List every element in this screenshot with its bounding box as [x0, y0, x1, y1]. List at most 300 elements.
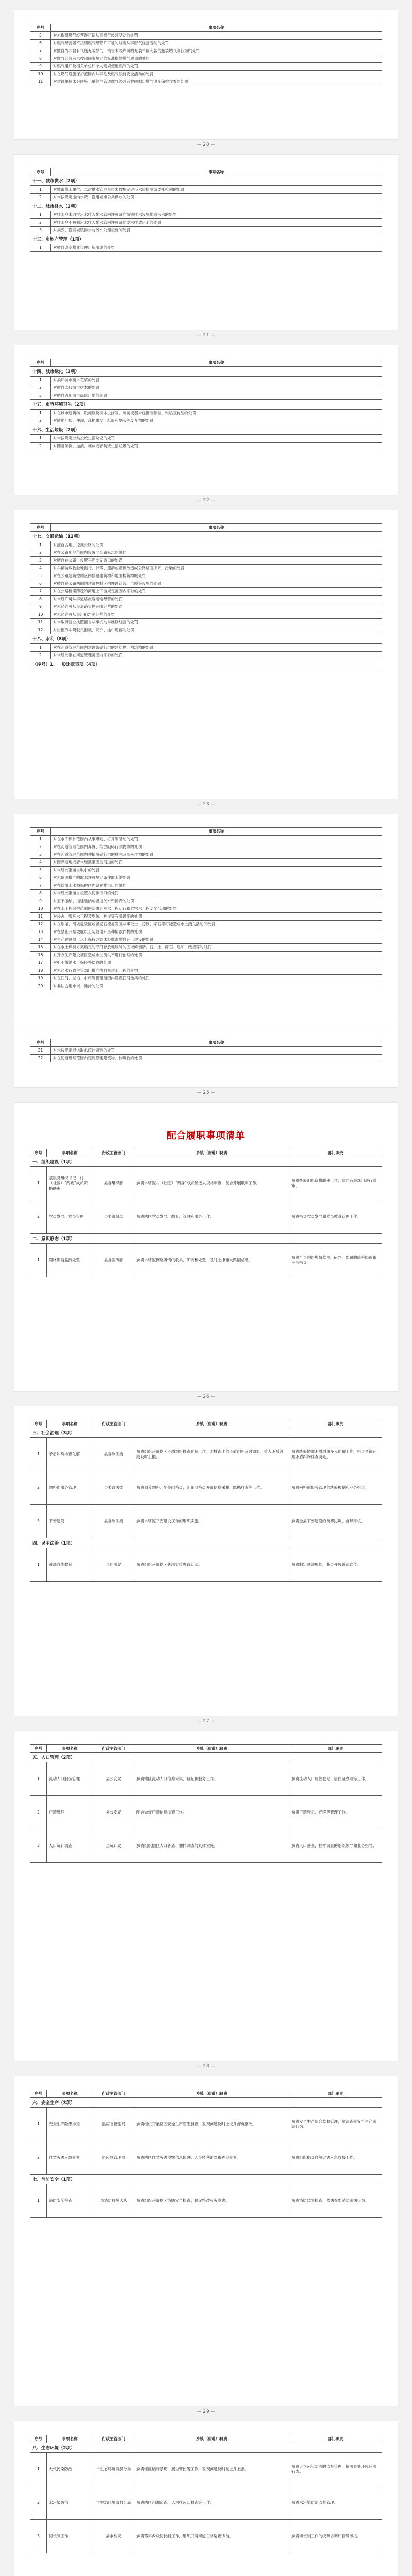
row-item: 大气污染防治: [47, 2453, 93, 2486]
row-index: 2: [30, 1200, 47, 1234]
list-table: [30, 523, 382, 669]
row-index: 1: [30, 410, 51, 417]
list-table: [30, 359, 382, 450]
row-index: 2: [30, 194, 51, 201]
row-dept: 市生态环境局县分局: [93, 2453, 134, 2486]
row-index: 3: [30, 851, 51, 859]
document-page: [14, 510, 398, 799]
table-row: [30, 1200, 382, 1234]
page-number: — 29 —: [197, 2409, 215, 2414]
row-index: 12: [30, 921, 51, 928]
header-dept-duty: 部门职责: [289, 1745, 382, 1753]
page-content: [14, 10, 398, 86]
table-row: [30, 377, 382, 384]
row-index: 14: [30, 936, 51, 944]
row-item: 水污染防治: [47, 2486, 93, 2520]
row-index: 3: [30, 557, 51, 565]
row-index: 2: [30, 2486, 47, 2520]
section-row: [30, 1234, 382, 1244]
header-index: 序号: [30, 1149, 47, 1157]
row-dept: 县消防救援大队: [93, 2184, 134, 2218]
row-index: 16: [30, 952, 51, 959]
table-header-row: [30, 1149, 382, 1157]
row-item: 对在水工程保护范围内从事影响水工程运行和危害水工程安全活动的处罚: [51, 905, 382, 913]
section-title: 十四、城市绿化（3项）: [30, 367, 382, 377]
page-content: [14, 814, 398, 990]
table-row: [30, 644, 382, 652]
section-title: 四、民主法治（1项）: [30, 1538, 382, 1548]
row-dept: 县委政法委: [93, 1438, 134, 1471]
table-header-row: [30, 168, 382, 176]
row-dept-duty: 负责指导党员发展和党员教育管理工作。: [289, 1200, 382, 1234]
header-index: 序号: [30, 2435, 47, 2443]
header-item: 事项名称: [47, 2435, 93, 2443]
header-index: 序号: [30, 524, 51, 532]
row-town-duty: 负责组织辖区人口普查、抽样调查的具体实施。: [134, 1829, 289, 1863]
row-dept: 县公安局: [93, 1762, 134, 1796]
table-row: [30, 2486, 382, 2520]
page-number: — 27 —: [197, 1719, 215, 1724]
table-row: [30, 443, 382, 450]
row-dept-duty: 负责统筹组织资格联审工作，会同有关部门进行联审。: [289, 1167, 382, 1200]
page-number: — 21 —: [197, 333, 215, 338]
table-row: [30, 55, 382, 63]
row-item: 对擅自砍伐城市树木的处罚: [51, 384, 382, 392]
table-row: [30, 211, 382, 219]
row-dept-duty: 负责大气污染防治的监督管理，依法查处环境违法行为。: [289, 2453, 382, 2486]
table-row: [30, 78, 382, 86]
row-item: 对在公路用地范围内设置非公路标志的处罚: [51, 549, 382, 557]
row-index: 2: [30, 384, 51, 392]
table-row: [30, 967, 382, 975]
row-index: 4: [30, 565, 51, 572]
row-index: 1: [30, 211, 51, 219]
table-header-row: [30, 524, 382, 532]
row-index: 8: [30, 890, 51, 897]
row-item: 对燃气经营者不按照燃气经营许可证的规定从事燃气经营活动的处罚: [51, 40, 382, 47]
section-title: 十一、城市供水（2项）: [30, 176, 382, 186]
page-number: — 28 —: [197, 2064, 215, 2069]
row-index: 2: [30, 549, 51, 557]
row-index: 7: [30, 588, 51, 596]
row-index: 5: [30, 32, 51, 40]
table-row: [30, 186, 382, 194]
table-row: [30, 1047, 382, 1055]
row-item: 对未取得燃气经营许可证从事燃气经营活动的处罚: [51, 32, 382, 40]
page-number: — 25 —: [197, 1090, 215, 1095]
table-row: [30, 596, 382, 603]
row-item: 对随意倾倒、抛洒、堆放或者焚烧生活垃圾的处罚: [51, 443, 382, 450]
row-index: 19: [30, 975, 51, 982]
list-table: [30, 168, 382, 252]
section-title: 八、生态环境（2项）: [30, 2443, 382, 2453]
table-row: [30, 2453, 382, 2486]
row-dept-duty: 负责水污染防治监督管理。: [289, 2486, 382, 2520]
section-title: （序号）1、一般违章事项（4项）: [30, 659, 382, 669]
row-item: 对损毁、盗窃城镇排水与污水处理设施的处罚: [51, 227, 382, 234]
row-item: 对在水库保护范围内从事爆破、打井等活动的处罚: [51, 836, 382, 843]
coop-table: [30, 2435, 382, 2553]
row-dept: 县司法局: [93, 1548, 134, 1582]
section-title: 五、人口管理（2项）: [30, 1753, 382, 1762]
table-row: [30, 2141, 382, 2175]
row-item: 对城市供水单位、二次供水管理单位未按规定进行水质检测或委托检测的处罚: [51, 186, 382, 194]
page-content: [14, 2076, 398, 2218]
row-item: 安全生产隐患排查: [47, 2108, 93, 2141]
section-title: 十七、交通运输（12项）: [30, 532, 382, 541]
row-index: 10: [30, 71, 51, 78]
page-content: [14, 155, 398, 252]
page-number: — 23 —: [197, 802, 215, 807]
row-town-duty: 负责辖区党员发展、教育、管理和服务工作。: [134, 1200, 289, 1234]
header-index: 序号: [30, 1745, 47, 1753]
header-item: 事项名称: [51, 168, 382, 176]
row-item: 对拒不缴纳、拖延缴纳或者拖欠水资源费的处罚: [51, 897, 382, 905]
row-item: 对排水户未取得污水排入排水管网许可证向城镇排水设施排放污水的处罚: [51, 211, 382, 219]
section-title: 三、社会治理（3项）: [30, 1428, 382, 1438]
row-item: 对未按规定缴纳水费、盗用城市公共供水的处罚: [51, 194, 382, 201]
section-row: [30, 2443, 382, 2453]
row-item: 流动人口服务管理: [47, 1762, 93, 1796]
row-town-duty: 负责辖区河湖巡查、入河排污口排查等工作。: [134, 2486, 289, 2520]
row-item: 对擅自占用、挖掘公路的处罚: [51, 541, 382, 549]
row-index: 2: [30, 417, 51, 425]
row-index: 9: [30, 603, 51, 611]
row-town-duty: 负责组织开展辖区消防安全检查，督促整改火灾隐患。: [134, 2184, 289, 2218]
section-row: [30, 425, 382, 435]
table-row: [30, 975, 382, 982]
row-item: 对未经批准擅自取水的处罚: [51, 867, 382, 874]
row-index: 6: [30, 874, 51, 882]
table-row: [30, 63, 382, 71]
row-item: 矛盾纠纷排查化解: [47, 1438, 93, 1471]
table-row: [30, 194, 382, 201]
table-row: [30, 244, 382, 252]
table-row: [30, 227, 382, 234]
header-index: 序号: [30, 1420, 47, 1428]
page-number: — 26 —: [197, 1394, 215, 1399]
row-index: 2: [30, 652, 51, 659]
row-item: 对擅自在公路上设置平面交叉道口的处罚: [51, 557, 382, 565]
table-row: [30, 2108, 382, 2141]
row-index: 3: [30, 1505, 47, 1538]
row-dept: 市生态环境局县分局: [93, 2486, 134, 2520]
row-item: 对拒不缴纳水土保持补偿费的处罚: [51, 959, 382, 967]
row-index: 11: [30, 619, 51, 626]
coop-table: [30, 1744, 382, 1863]
section-title: 十八、水利（8项）: [30, 634, 382, 644]
table-row: [30, 71, 382, 78]
table-row: [30, 541, 382, 549]
section-row: [30, 400, 382, 410]
section-row: [30, 634, 382, 644]
row-index: 2: [30, 1471, 47, 1505]
section-title: 一、组织建设（1项）: [30, 1157, 382, 1167]
row-item: 党员发展、党员管理: [47, 1200, 93, 1234]
table-row: [30, 572, 382, 580]
row-dept-duty: 负责全县平安建设的统筹协调、督导考核。: [289, 1505, 382, 1538]
table-header-row: [30, 828, 382, 836]
table-row: [30, 47, 382, 55]
row-item: 人口统计调查: [47, 1829, 93, 1863]
table-row: [30, 897, 382, 905]
row-index: 11: [30, 913, 51, 921]
page-content: [14, 2421, 398, 2553]
document-page: [14, 814, 398, 1041]
section-row: [30, 532, 382, 541]
row-dept: 县水利局: [93, 2520, 134, 2553]
row-index: 1: [30, 377, 51, 384]
row-item: 对擅自占用城市绿化用地的处罚: [51, 392, 382, 400]
table-row: [30, 392, 382, 400]
table-header-row: [30, 2435, 382, 2443]
row-town-duty: 负责落实乡级河长制工作，组织开展河道日常巡查保洁。: [134, 2520, 289, 2553]
row-item: 对在崩塌、滑坡危险区或者泥石流易发区从事取土、挖砂、采石等可能造成水土流失活动的处罚: [51, 921, 382, 928]
row-town-duty: 负责本辖区网络舆情的收集、研判和处置，及时上报重大舆情信息。: [134, 1244, 289, 1277]
table-row: [30, 588, 382, 596]
row-item: 对未经许可从事出租汽车经营的处罚: [51, 611, 382, 619]
table-row: [30, 836, 382, 843]
header-town-duty: 乡镇（街道）职责: [134, 2090, 289, 2098]
document-page: [14, 2421, 398, 2576]
row-item: 对围湖造地或者未经批准围垦河道的处罚: [51, 859, 382, 867]
row-index: 1: [30, 541, 51, 549]
table-row: [30, 928, 382, 936]
header-item: 事项名称: [47, 1149, 93, 1157]
header-index: 序号: [30, 24, 51, 32]
row-item: 对开办生产建设项目造成水土流失不进行治理的处罚: [51, 952, 382, 959]
section-row: [30, 2098, 382, 2108]
header-index: 序号: [30, 1039, 51, 1047]
row-index: 1: [30, 1762, 47, 1796]
section-title: 十三、房地产管理（1项）: [30, 234, 382, 244]
section-row: [30, 1753, 382, 1762]
row-index: 1: [30, 2453, 47, 2486]
row-town-duty: 负责组织开展辖区矛盾纠纷排查化解工作，对排查出的矛盾纠纷及时调处，重大矛盾纠纷及时上报。: [134, 1438, 289, 1471]
row-dept-duty: 负责安全生产综合监督管理，依法查处安全生产违法行为。: [289, 2108, 382, 2141]
table-row: [30, 557, 382, 565]
header-item: 事项名称: [51, 828, 382, 836]
document-page: [14, 345, 398, 495]
page-content: [14, 1103, 398, 1277]
table-row: [30, 952, 382, 959]
row-index: 2: [30, 2141, 47, 2175]
table-row: [30, 874, 382, 882]
header-town-duty: 乡镇（街道）职责: [134, 1745, 289, 1753]
document-page: [14, 1103, 398, 1391]
row-index: 11: [30, 78, 51, 86]
row-dept: 县委组织部: [93, 1167, 134, 1200]
row-index: 1: [30, 2184, 47, 2218]
coop-table: [30, 1420, 382, 1582]
header-item: 事项名称: [51, 359, 382, 367]
row-item: 对侵占、毁坏水工程及堤防、护岸等有关设施的处罚: [51, 913, 382, 921]
row-item: 对在城市建筑物、设施以及树木上涂写、刻画或者未经批准张挂、张贴宣传品的处罚: [51, 410, 382, 417]
row-item: 对在河道管理范围内弃置、堆放阻碍行洪物体的处罚: [51, 843, 382, 851]
section-row: [30, 1157, 382, 1167]
header-item: 事项名称: [47, 2090, 93, 2098]
row-index: 1: [30, 435, 51, 443]
table-row: [30, 384, 382, 392]
header-dept: 行政主管部门: [93, 2090, 134, 2098]
section-row: [30, 1428, 382, 1438]
row-index: 1: [30, 2108, 47, 2141]
row-dept-duty: 负责网格化服务管理的统筹规划和业务指导。: [289, 1471, 382, 1505]
row-item: 对出租汽车驾驶员拒载、议价、途中甩客的处罚: [51, 626, 382, 634]
table-row: [30, 32, 382, 40]
header-town-duty: 乡镇（街道）职责: [134, 2435, 289, 2443]
header-dept-duty: 部门职责: [289, 1420, 382, 1428]
row-index: 3: [30, 1829, 47, 1863]
header-index: 序号: [30, 828, 51, 836]
table-row: [30, 851, 382, 859]
table-row: [30, 580, 382, 588]
row-index: 1: [30, 836, 51, 843]
section-title: 六、安全生产（3项）: [30, 2098, 382, 2108]
header-item: 事项名称: [47, 1745, 93, 1753]
row-index: 12: [30, 626, 51, 634]
table-row: [30, 435, 382, 443]
section-row: [30, 1538, 382, 1548]
page-content: [14, 345, 398, 450]
row-item: 对未经许可从事道路货物运输经营的处罚: [51, 603, 382, 611]
row-dept-duty: 负责统筹协调矛盾纠纷多元化解工作，指导乡镇开展矛盾纠纷排查调处。: [289, 1438, 382, 1471]
row-index: 18: [30, 967, 51, 975]
row-dept: 县应急管理局: [93, 2108, 134, 2141]
row-index: 2: [30, 1796, 47, 1829]
table-row: [30, 1244, 382, 1277]
row-index: 13: [30, 928, 51, 936]
header-town-duty: 乡镇（街道）职责: [134, 1420, 289, 1428]
row-item: 对未经许可从事道路旅客运输经营的处罚: [51, 596, 382, 603]
list-table: [30, 24, 382, 86]
row-item: 对在禁止开垦坡度以上陡坡地开垦种植农作物的处罚: [51, 928, 382, 936]
row-dept: 县委宣传部: [93, 1244, 134, 1277]
row-item: 对建设单位未会同施工单位与管道燃气经营者共同制定燃气设施保护方案的处罚: [51, 78, 382, 86]
header-dept: 行政主管部门: [93, 1420, 134, 1428]
row-dept-duty: 负责组织指导自然灾害应急救援工作。: [289, 2141, 382, 2175]
row-index: 3: [30, 227, 51, 234]
row-item: 对生产建设项目水土保持方案未经批准擅自开工建设的处罚: [51, 936, 382, 944]
table-row: [30, 859, 382, 867]
page-content: [14, 1025, 398, 1062]
row-town-duty: 负责组织开展辖区安全生产隐患排查，发现问题及时上报并督促整改。: [134, 2108, 289, 2141]
row-item: 对在河道管理范围内种植阻碍行洪的林木及高秆作物的处罚: [51, 851, 382, 859]
row-item: 对擅自为非自有气瓶充装燃气，销售未经许可的充装单位充装的瓶装燃气等行为的处罚: [51, 47, 382, 55]
table-row: [30, 1829, 382, 1863]
row-dept-duty: 负责消防监督检查，依法查处消防违法行为。: [289, 2184, 382, 2218]
header-dept: 行政主管部门: [93, 1745, 134, 1753]
row-item: 对未按规定报送取水统计资料的处罚: [51, 1047, 382, 1055]
table-row: [30, 619, 382, 626]
page-number: — 22 —: [197, 498, 215, 503]
row-index: 2: [30, 443, 51, 450]
table-header-row: [30, 1420, 382, 1428]
section-row: [30, 176, 382, 186]
row-item: 对未经水行政主管部门批准擅自修建水工程的处罚: [51, 967, 382, 975]
table-row: [30, 1796, 382, 1829]
row-town-duty: 负责辖区自然灾害预警信息传递、人员转移避险和先期处置。: [134, 2141, 289, 2175]
row-town-duty: 负责辖区流动人口信息采集、登记和服务工作。: [134, 1762, 289, 1796]
row-item: 对非法占用水域、滩涂的处罚: [51, 982, 382, 990]
table-row: [30, 921, 382, 928]
row-item: 对未经批准擅自设置入河排污口的处罚: [51, 890, 382, 897]
table-header-row: [30, 359, 382, 367]
table-row: [30, 219, 382, 227]
list-table: [30, 827, 382, 990]
header-item: 事项名称: [51, 524, 382, 532]
row-index: 17: [30, 959, 51, 967]
header-dept-duty: 部门职责: [289, 1149, 382, 1157]
page-content: [14, 1731, 398, 1863]
table-row: [30, 1548, 382, 1582]
table-row: [30, 882, 382, 890]
row-dept-duty: 负责制定普法规划，指导开展普法宣传。: [289, 1548, 382, 1582]
row-item: 对在水土保持方案确定的专门存放地以外的区域倾倒砂、石、土、矸石、尾矿、废渣等的处罚: [51, 944, 382, 952]
table-row: [30, 843, 382, 851]
section-row: [30, 201, 382, 211]
row-dept: 县应急管理局: [93, 2141, 134, 2175]
table-row: [30, 1505, 382, 1538]
page-content: [14, 1406, 398, 1582]
row-index: 1: [30, 1244, 47, 1277]
row-item: 平安建设: [47, 1505, 93, 1538]
row-index: 5: [30, 572, 51, 580]
document-page: [14, 1025, 398, 1087]
row-item: 基层党组织书记、村（社区）“两委”成员资格联审: [47, 1167, 93, 1200]
row-index: 7: [30, 47, 51, 55]
table-header-row: [30, 1039, 382, 1047]
table-row: [30, 565, 382, 572]
page-content: [14, 510, 398, 669]
header-item: 事项名称: [51, 24, 382, 32]
row-index: 8: [30, 55, 51, 63]
table-row: [30, 1167, 382, 1200]
header-dept: 行政主管部门: [93, 2435, 134, 2443]
row-index: 1: [30, 244, 51, 252]
document-page: [14, 155, 398, 330]
row-index: 2: [30, 843, 51, 851]
table-row: [30, 603, 382, 611]
row-item: 河长制工作: [47, 2520, 93, 2553]
row-dept: 县公安局: [93, 1796, 134, 1829]
row-dept-duty: 负责河长制工作的统筹协调和督导考核。: [289, 2520, 382, 2553]
table-header-row: [30, 1745, 382, 1753]
table-row: [30, 944, 382, 952]
header-dept: 行政主管部门: [93, 1149, 134, 1157]
row-dept-duty: 负责全县网络舆情监测、研判、处置的统筹协调和业务指导。: [289, 1244, 382, 1277]
row-item: 对损坏城市树木花草的处罚: [51, 377, 382, 384]
row-item: 对擅自在公路两侧的建筑控制区内埋设管线、电缆等设施的处罚: [51, 580, 382, 588]
row-item: 对燃气经营者未按照国家规定的标准提供燃气质量的处罚: [51, 55, 382, 63]
row-item: 消防安全检查: [47, 2184, 93, 2218]
row-item: 网络舆情监测处置: [47, 1244, 93, 1277]
table-row: [30, 890, 382, 897]
document-page: [14, 1731, 398, 2061]
section-title: 十五、市容环境卫生（2项）: [30, 400, 382, 410]
header-index: 序号: [30, 168, 51, 176]
row-index: 5: [30, 867, 51, 874]
table-row: [30, 40, 382, 47]
row-index: 7: [30, 882, 51, 890]
table-row: [30, 936, 382, 944]
table-row: [30, 2520, 382, 2553]
row-item: 网格化服务管理: [47, 1471, 93, 1505]
row-item: 对未取得营业执照擅自从事机动车维修经营的处罚: [51, 619, 382, 626]
row-item: 对在江河、湖泊、水库等管理范围内设置拦河渔具的处罚: [51, 975, 382, 982]
row-index: 3: [30, 2520, 47, 2553]
table-row: [30, 417, 382, 425]
